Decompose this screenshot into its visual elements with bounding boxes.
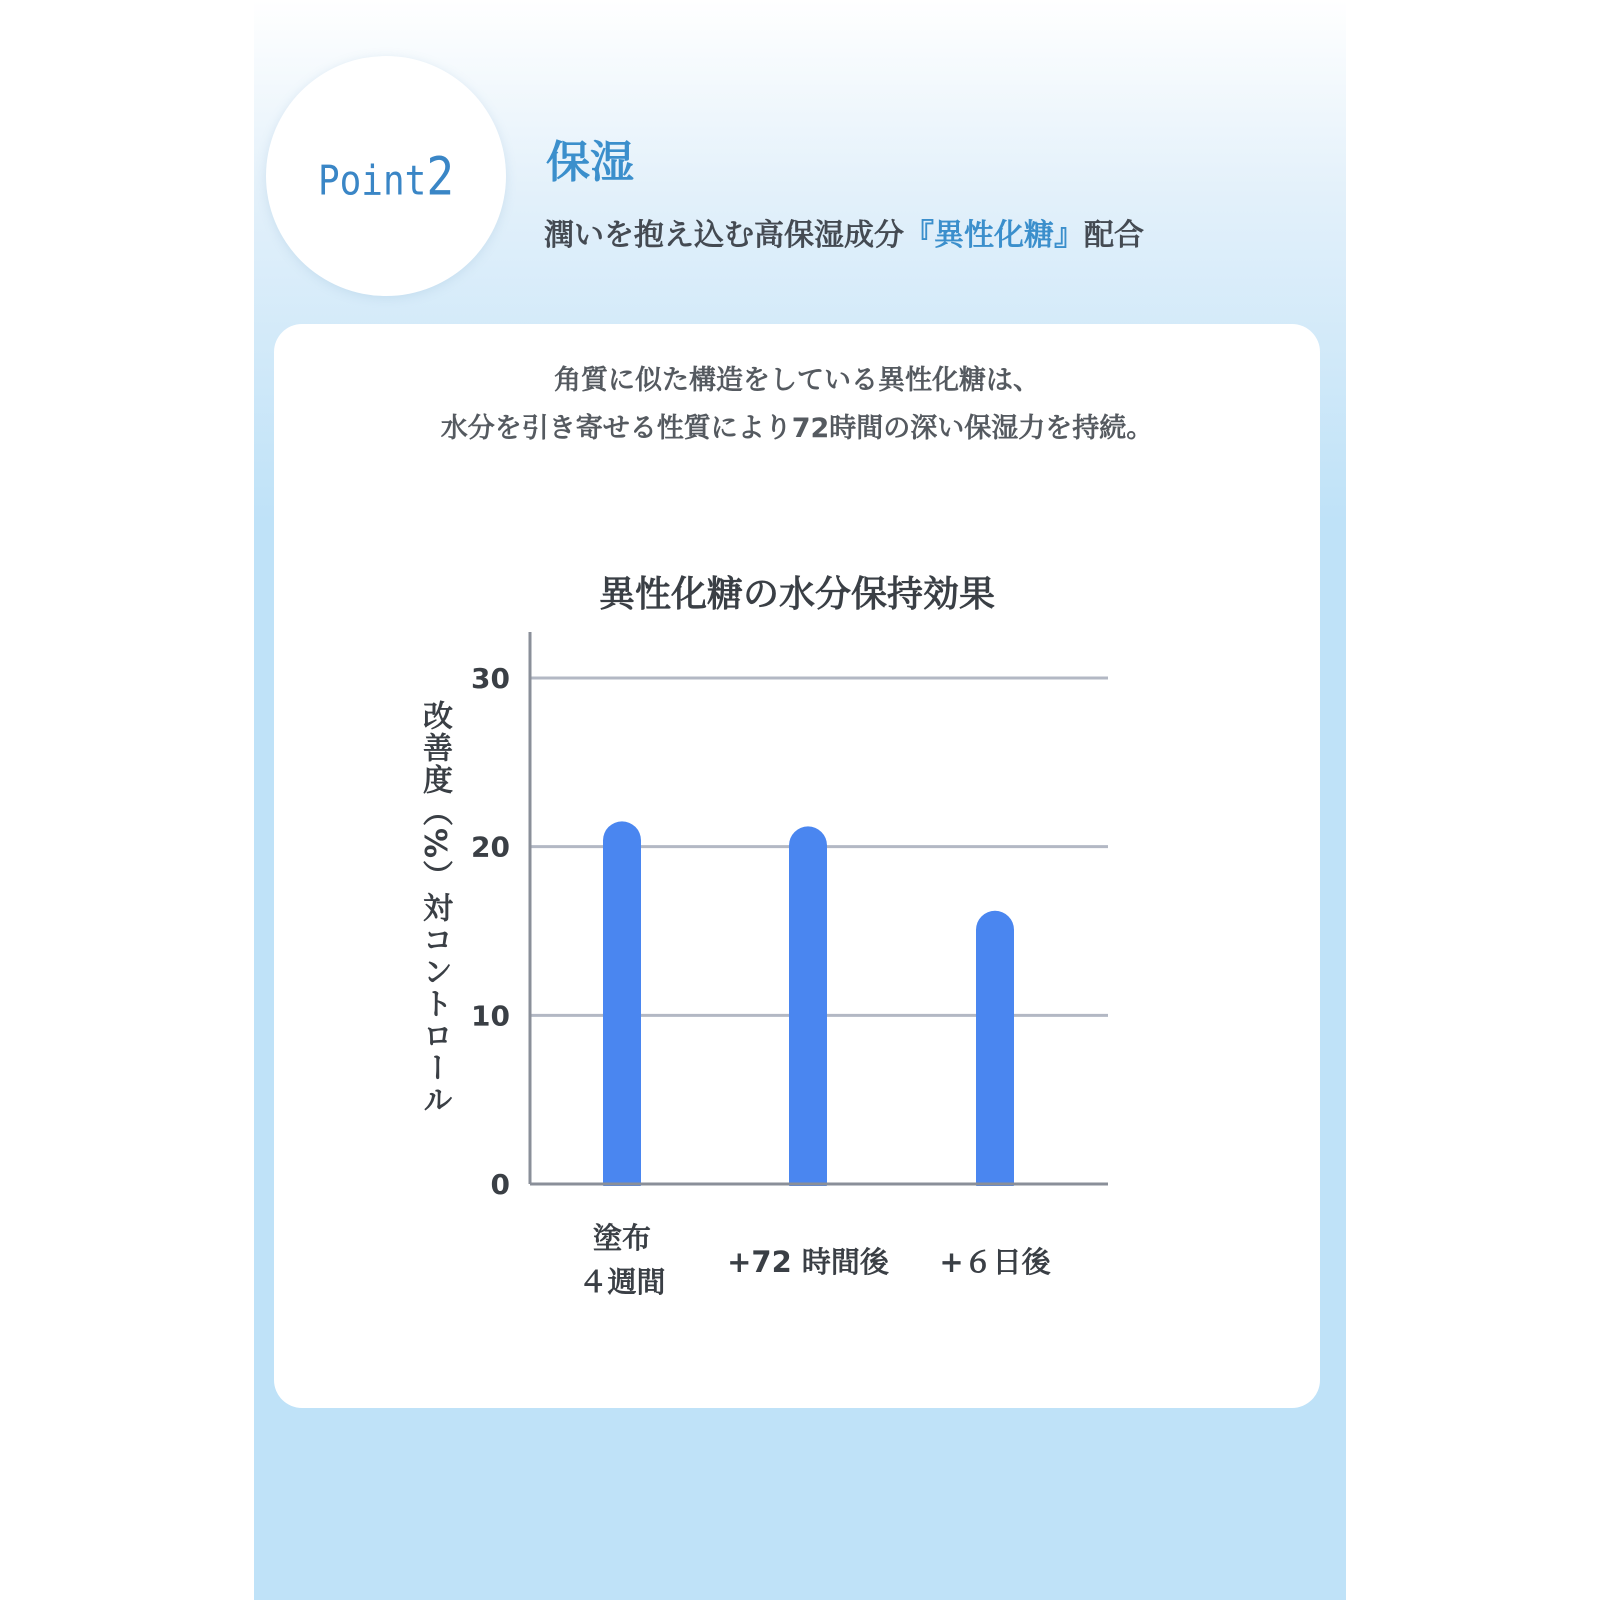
y-tick-label: 30 bbox=[471, 662, 510, 695]
y-tick-label: 10 bbox=[471, 999, 510, 1033]
subtitle-highlight: 『異性化糖』 bbox=[904, 218, 1084, 253]
chart-title: 異性化糖の水分保持効果 bbox=[598, 574, 995, 615]
subtitle-suffix: 配合 bbox=[1084, 218, 1144, 253]
point-badge-text: Point bbox=[317, 157, 427, 205]
description-line-2: 水分を引き寄せる性質により72時間の深い保湿力を持続。 bbox=[440, 413, 1154, 444]
bar-2 bbox=[789, 826, 827, 1203]
section-title: 保湿 bbox=[546, 137, 634, 188]
x-tick-label: 塗布 bbox=[592, 1221, 652, 1255]
bar-3 bbox=[976, 911, 1014, 1203]
x-tick-label: +６日後 bbox=[939, 1245, 1051, 1279]
bar-1 bbox=[603, 821, 641, 1203]
y-axis-label: 改善度（%）対コントロール bbox=[417, 700, 452, 1117]
subtitle-text: 潤いを抱え込む高保湿成分 bbox=[544, 218, 904, 253]
x-tick-label: ４週間 bbox=[578, 1265, 666, 1299]
y-tick-label: 20 bbox=[471, 830, 510, 864]
description-line-1: 角質に似た構造をしている異性化糖は、 bbox=[554, 365, 1040, 396]
y-tick-label: 0 bbox=[490, 1168, 510, 1201]
x-tick-label: +72 時間後 bbox=[727, 1245, 889, 1279]
axis-mask bbox=[532, 1186, 1110, 1226]
point-badge-number: 2 bbox=[426, 144, 455, 208]
